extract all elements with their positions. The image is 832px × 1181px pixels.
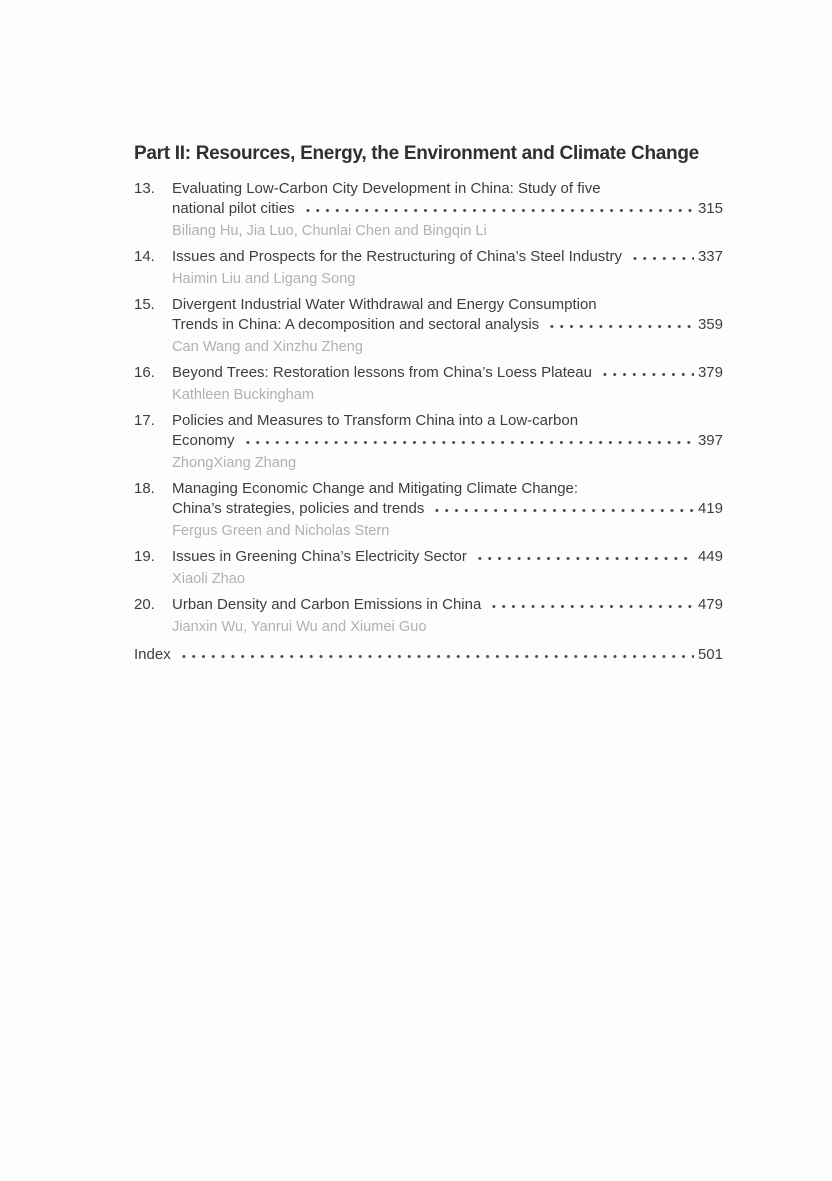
dot-leader — [475, 556, 694, 561]
toc-entry-number: 20. — [134, 596, 155, 613]
toc-entry-title: Beyond Trees: Restoration lessons from China’s Loess Plateau — [172, 364, 592, 381]
toc-entry — [134, 411, 723, 473]
toc-entry-title: Divergent Industrial Water Withdrawal and Energy Consumption — [172, 296, 597, 313]
toc-entry-number: 17. — [134, 412, 155, 429]
toc-entry-authors: Jianxin Wu, Yanrui Wu and Xiumei Guo — [172, 619, 427, 635]
toc-entry-title: China’s strategies, policies and trends — [172, 500, 425, 517]
toc-entry-authors: Biliang Hu, Jia Luo, Chunlai Chen and Bingqin Li — [172, 223, 487, 239]
index-label: Index — [134, 646, 171, 663]
dot-leader — [432, 508, 694, 513]
dot-leader — [547, 324, 694, 329]
toc-entry-title: Trends in China: A decomposition and sectoral analysis — [172, 316, 540, 333]
toc-entry-page: 337 — [697, 248, 723, 265]
toc-entry-page: 379 — [697, 364, 723, 381]
dot-leader — [303, 208, 694, 213]
dot-leader — [600, 372, 694, 377]
toc-entry — [134, 547, 723, 589]
toc-entry-page: 315 — [697, 200, 723, 217]
toc-entry-authors: ZhongXiang Zhang — [172, 455, 297, 471]
dot-leader — [179, 654, 694, 659]
toc-entry-number: 16. — [134, 364, 155, 381]
toc-entry-page: 397 — [697, 432, 723, 449]
toc-entry-title: Evaluating Low-Carbon City Development in China: Study of five — [172, 180, 601, 197]
toc-entry — [134, 295, 723, 357]
toc-entry — [134, 179, 723, 241]
toc-entry — [134, 247, 723, 289]
toc-entry — [134, 595, 723, 637]
toc-entry-page: 479 — [697, 596, 723, 613]
toc-entry-title: Economy — [172, 432, 235, 449]
toc-entry-title: Issues and Prospects for the Restructuring of China’s Steel Industry — [172, 248, 622, 265]
toc-entry-number: 18. — [134, 480, 155, 497]
toc-entry — [134, 363, 723, 405]
dot-leader — [630, 256, 694, 261]
index-entry — [134, 645, 723, 665]
toc-entry-number: 14. — [134, 248, 155, 265]
toc-entry-page: 449 — [697, 548, 723, 565]
toc-entry-page: 419 — [697, 500, 723, 517]
toc-entry-title: Urban Density and Carbon Emissions in China — [172, 596, 482, 613]
toc-entry-authors: Can Wang and Xinzhu Zheng — [172, 339, 363, 355]
toc-content — [134, 143, 723, 665]
toc-entry-title: Managing Economic Change and Mitigating Climate Change: — [172, 480, 579, 497]
section-title: Part II: Resources, Energy, the Environment and Climate Change — [134, 143, 699, 164]
toc-entry-authors: Xiaoli Zhao — [172, 571, 246, 587]
dot-leader — [243, 440, 694, 445]
dot-leader — [489, 604, 694, 609]
toc-entry-number: 13. — [134, 180, 155, 197]
toc-entry — [134, 479, 723, 541]
toc-entry-title: Policies and Measures to Transform China into a Low-carbon — [172, 412, 579, 429]
toc-entry-number: 19. — [134, 548, 155, 565]
toc-entry-authors: Kathleen Buckingham — [172, 387, 314, 403]
toc-entry-number: 15. — [134, 296, 155, 313]
toc-entry-title: Issues in Greening China’s Electricity Sector — [172, 548, 467, 565]
toc-entry-page: 359 — [697, 316, 723, 333]
toc-entry-title: national pilot cities — [172, 200, 295, 217]
toc-entry-authors: Fergus Green and Nicholas Stern — [172, 523, 390, 539]
index-page: 501 — [697, 646, 723, 663]
toc-entry-authors: Haimin Liu and Ligang Song — [172, 271, 356, 287]
